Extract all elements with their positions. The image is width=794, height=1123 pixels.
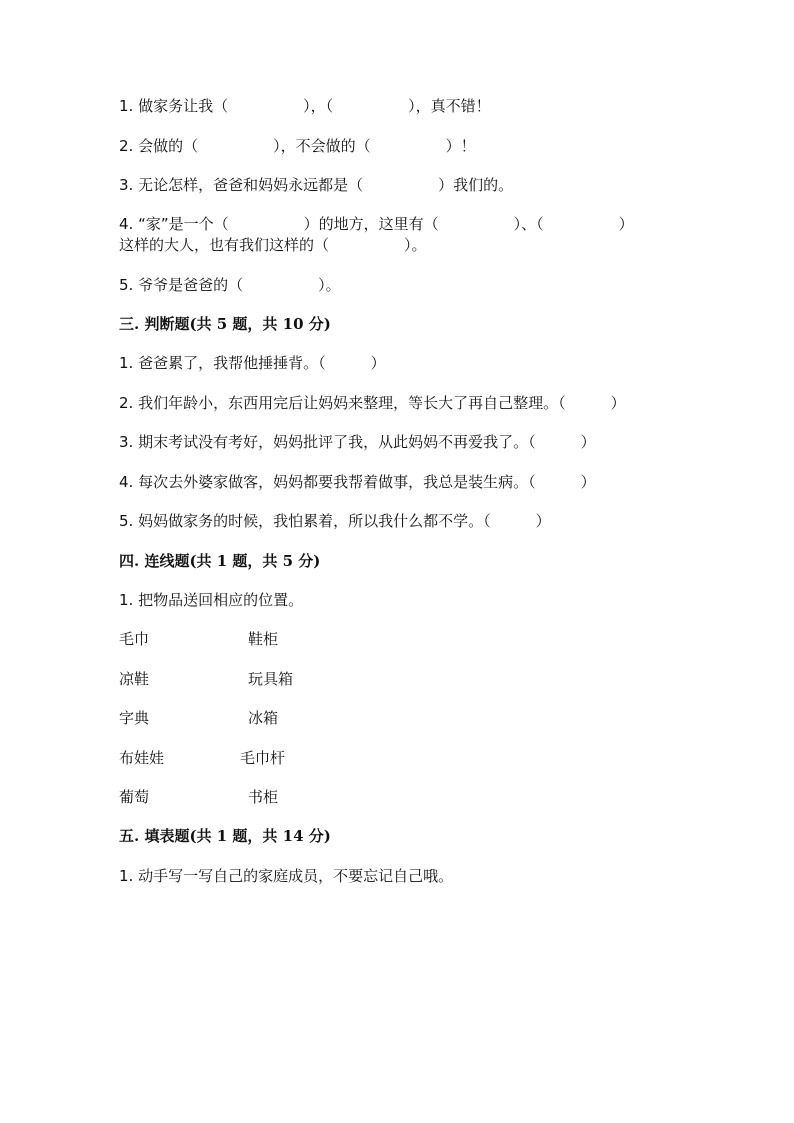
judge-q1: 1. 爸爸累了，我帮他捶捶背。（ ） bbox=[119, 354, 386, 372]
match-right-item: 玩具箱 bbox=[248, 670, 294, 688]
fill-blank-q1: 1. 做家务让我（ ），（ ），真不错！ bbox=[119, 97, 491, 115]
match-right-item: 鞋柜 bbox=[248, 630, 279, 648]
match-left-item: 凉鞋 bbox=[119, 670, 150, 688]
match-right-item: 毛巾杆 bbox=[240, 749, 286, 767]
match-left-item: 葡萄 bbox=[119, 788, 150, 806]
table-fill-question: 1. 动手写一写自己的家庭成员，不要忘记自己哦。 bbox=[119, 867, 454, 885]
match-left-item: 布娃娃 bbox=[119, 749, 165, 767]
judge-q4: 4. 每次去外婆家做客，妈妈都要我帮着做事，我总是装生病。（ ） bbox=[119, 473, 596, 491]
fill-blank-q4-line1: 4. “家”是一个（ ）的地方，这里有（ ）、（ ） bbox=[119, 215, 634, 233]
match-right-item: 书柜 bbox=[248, 788, 279, 806]
match-right-item: 冰箱 bbox=[248, 709, 279, 727]
table-fill-heading: 五. 填表题(共 1 题，共 14 分) bbox=[119, 827, 331, 845]
fill-blank-q4-line2: 这样的大人，也有我们这样的（ ）。 bbox=[119, 236, 427, 254]
judge-q3: 3. 期末考试没有考好，妈妈批评了我，从此妈妈不再爱我了。（ ） bbox=[119, 433, 596, 451]
fill-blank-q5: 5. 爷爷是爸爸的（ ）。 bbox=[119, 276, 341, 294]
fill-blank-q3: 3. 无论怎样，爸爸和妈妈永远都是（ ）我们的。 bbox=[119, 176, 514, 194]
judge-q5: 5. 妈妈做家务的时候，我怕累着，所以我什么都不学。（ ） bbox=[119, 512, 551, 530]
fill-blank-q2: 2. 会做的（ ），不会做的（ ）！ bbox=[119, 137, 476, 155]
match-question: 1. 把物品送回相应的位置。 bbox=[119, 591, 304, 609]
judge-heading: 三. 判断题(共 5 题，共 10 分) bbox=[119, 315, 331, 333]
judge-q2: 2. 我们年龄小，东西用完后让妈妈来整理，等长大了再自己整理。（ ） bbox=[119, 394, 626, 412]
match-left-item: 毛巾 bbox=[119, 630, 150, 648]
match-heading: 四. 连线题(共 1 题，共 5 分) bbox=[119, 552, 321, 570]
match-left-item: 字典 bbox=[119, 709, 150, 727]
